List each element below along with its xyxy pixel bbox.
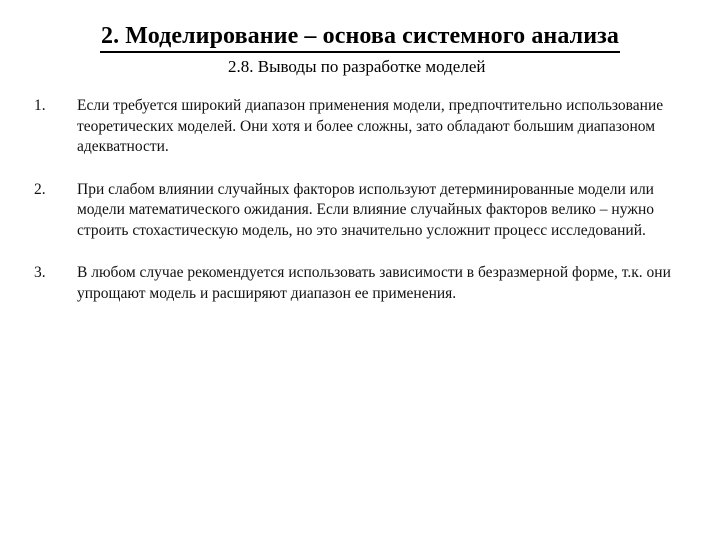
slide-title [0, 20, 720, 53]
list-item [34, 96, 694, 158]
list-item-number: 1. [34, 97, 46, 114]
list-item [34, 180, 694, 242]
conclusions-list [34, 96, 694, 326]
list-item-number: 2. [34, 180, 46, 198]
list-item-text: Если требуется широкий диапазон применения модели, предпочтительно использование теоретических моделей. Они хотя и более сложны, зато обладают большим диапазоном адекватности. [77, 97, 664, 155]
list-item [34, 263, 694, 304]
slide-title-text: 2. Моделирование – основа системного анализа [100, 22, 620, 53]
slide-subtitle: 2.8. Выводы по разработке моделей [228, 57, 486, 76]
list-item-text: В любом случае рекомендуется использовать зависимости в безразмерной форме, т.к. они упрощают модель и расширяют диапазон ее применения. [77, 264, 671, 302]
list-item-number: 3. [34, 264, 46, 281]
list-item-text: При слабом влиянии случайных факторов используют детерминированные модели или модели математического ожидания. Если влияние случайных факторов велико – нужно строить стохастическую модель, но это значительно усложнит процесс исследований. [77, 180, 655, 239]
